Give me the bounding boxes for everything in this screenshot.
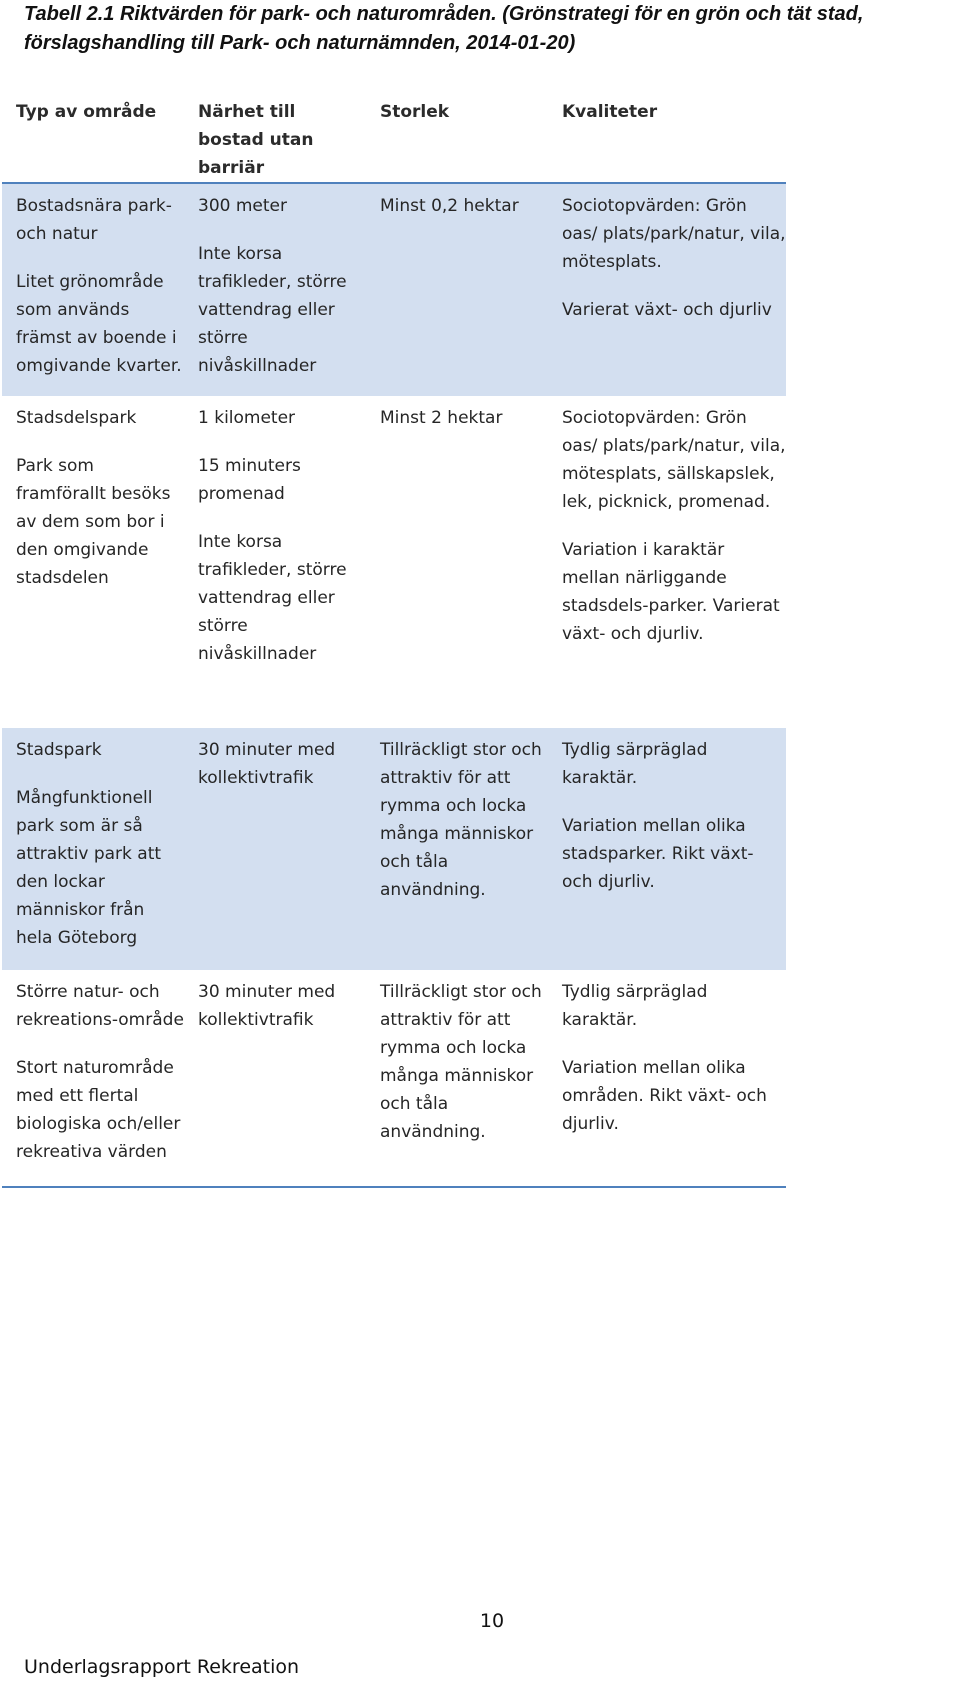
table-row xyxy=(2,728,786,970)
header-proximity: Närhet till bostad utan barriär xyxy=(184,96,366,183)
area-type-description: Stort naturområde med ett flertal biologiska och/eller rekreativa värden xyxy=(16,1058,181,1162)
cell-area-type xyxy=(2,970,184,1187)
qualities-variation: Variation mellan olika stadsparker. Rikt växt- och djurliv. xyxy=(562,816,754,892)
caption-line-2: förslagshandling till Park- och naturnämnden, 2014-01-20) xyxy=(24,32,576,54)
cell-area-type xyxy=(2,728,184,970)
cell-proximity xyxy=(184,396,366,728)
proximity-distance: 30 minuter med kollektivtrafik xyxy=(198,740,336,788)
area-type-name: Stadsdelspark xyxy=(16,408,137,428)
header-qualities: Kvaliteter xyxy=(548,96,786,183)
table-row xyxy=(2,970,786,1187)
cell-qualities xyxy=(548,183,786,396)
qualities-character: Tydlig särpräglad karaktär. xyxy=(562,740,708,788)
proximity-distance: 1 kilometer xyxy=(198,408,296,428)
caption-line-1: Tabell 2.1 Riktvärden för park- och naturområden. (Grönstrategi för en grön och tät stad, xyxy=(24,3,864,25)
footer-report-name: Underlagsrapport Rekreation xyxy=(24,1656,300,1678)
area-type-name: Bostadsnära park- och natur xyxy=(16,196,172,244)
proximity-distance: 300 meter xyxy=(198,196,287,216)
cell-qualities xyxy=(548,970,786,1187)
qualities-variation: Variation mellan olika områden. Rikt växt- och djurliv. xyxy=(562,1058,767,1134)
size-value: Minst 0,2 hektar xyxy=(380,196,519,216)
area-type-description: Mångfunktionell park som är så attraktiv park att den lockar människor från hela Göteborg xyxy=(16,788,162,948)
size-value: Minst 2 hektar xyxy=(380,408,503,428)
qualities-variation: Variation i karaktär mellan närliggande stadsdels-parker. Varierat växt- och djurliv. xyxy=(562,540,780,644)
area-type-description: Litet grönområde som används främst av boende i omgivande kvarter. xyxy=(16,272,182,376)
cell-proximity xyxy=(184,728,366,970)
page-number: 10 xyxy=(479,1610,505,1632)
table-row xyxy=(2,183,786,396)
cell-size xyxy=(366,396,548,728)
table-caption xyxy=(24,0,960,58)
size-value: Tillräckligt stor och attraktiv för att rymma och locka många människor och tåla användning. xyxy=(380,740,542,900)
proximity-distance: 30 minuter med kollektivtrafik xyxy=(198,982,336,1030)
header-size: Storlek xyxy=(366,96,548,183)
size-value: Tillräckligt stor och attraktiv för att rymma och locka många människor och tåla användning. xyxy=(380,982,542,1142)
cell-proximity xyxy=(184,970,366,1187)
cell-proximity xyxy=(184,183,366,396)
header-area-type: Typ av område xyxy=(2,96,184,183)
table-header-row xyxy=(2,96,786,183)
proximity-walk-time: 15 minuters promenad xyxy=(198,456,301,504)
cell-qualities xyxy=(548,728,786,970)
cell-qualities xyxy=(548,396,786,728)
cell-area-type xyxy=(2,396,184,728)
cell-size xyxy=(366,970,548,1187)
qualities-sociotope: Sociotopvärden: Grön oas/ plats/park/natur, vila, mötesplats. xyxy=(562,196,786,272)
proximity-barrier-note: Inte korsa trafikleder, större vattendrag eller större nivåskillnader xyxy=(198,532,347,664)
cell-size xyxy=(366,728,548,970)
guideline-table xyxy=(2,96,786,1188)
area-type-description: Park som framförallt besöks av dem som bor i den omgivande stadsdelen xyxy=(16,456,171,588)
cell-area-type xyxy=(2,183,184,396)
cell-size xyxy=(366,183,548,396)
area-type-name: Stadspark xyxy=(16,740,102,760)
qualities-biodiversity: Varierat växt- och djurliv xyxy=(562,300,772,320)
area-type-name: Större natur- och rekreations-område xyxy=(16,982,184,1030)
qualities-character: Tydlig särpräglad karaktär. xyxy=(562,982,708,1030)
proximity-barrier-note: Inte korsa trafikleder, större vattendrag eller större nivåskillnader xyxy=(198,244,347,376)
qualities-sociotope: Sociotopvärden: Grön oas/ plats/park/natur, vila, mötesplats, sällskapslek, lek, picknick, promenad. xyxy=(562,408,786,512)
table-row xyxy=(2,396,786,728)
